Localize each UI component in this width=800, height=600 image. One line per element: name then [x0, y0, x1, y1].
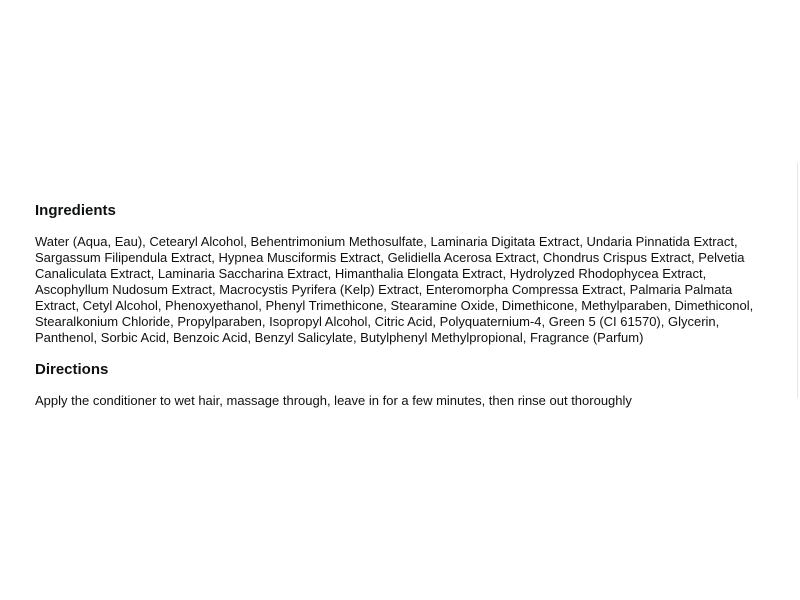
important-information-section — [35, 202, 772, 424]
right-column-divider — [797, 163, 798, 398]
directions-heading: Directions — [35, 361, 109, 378]
ingredients-section — [35, 202, 772, 346]
directions-text: Apply the conditioner to wet hair, massage through, leave in for a few minutes, then rinse out thoroughly — [35, 393, 632, 408]
ingredients-heading: Ingredients — [35, 202, 116, 219]
directions-section — [35, 361, 772, 409]
ingredients-text: Water (Aqua, Eau), Cetearyl Alcohol, Behentrimonium Methosulfate, Laminaria Digitata Extract, Undaria Pinnatida Extract, Sargassum Filipendula Extract, Hypnea Musciformis Extract, Gelidiella Acerosa Extract, Chondrus Crispus Extract, Pelvetia Canaliculata Extract, Laminaria Saccharina Extract, Himanthalia Elongata Extract, Hydrolyzed Rhodophycea Extract, Ascophyllum Nudosum Extract, Macrocystis Pyrifera (Kelp) Extract, Enteromorpha Compressa Extract, Palmaria Palmata Extract, Cetyl Alcohol, Phenoxyethanol, Phenyl Trimethicone, Stearamine Oxide, Dimethicone, Methylparaben, Dimethiconol, Stearalkonium Chloride, Propylparaben, Isopropyl Alcohol, Citric Acid, Polyquaternium-4, Green 5 (CI 61570), Glycerin, Panthenol, Sorbic Acid, Benzoic Acid, Benzyl Salicylate, Butylphenyl Methylpropional, Fragrance (Parfum) — [35, 234, 754, 345]
